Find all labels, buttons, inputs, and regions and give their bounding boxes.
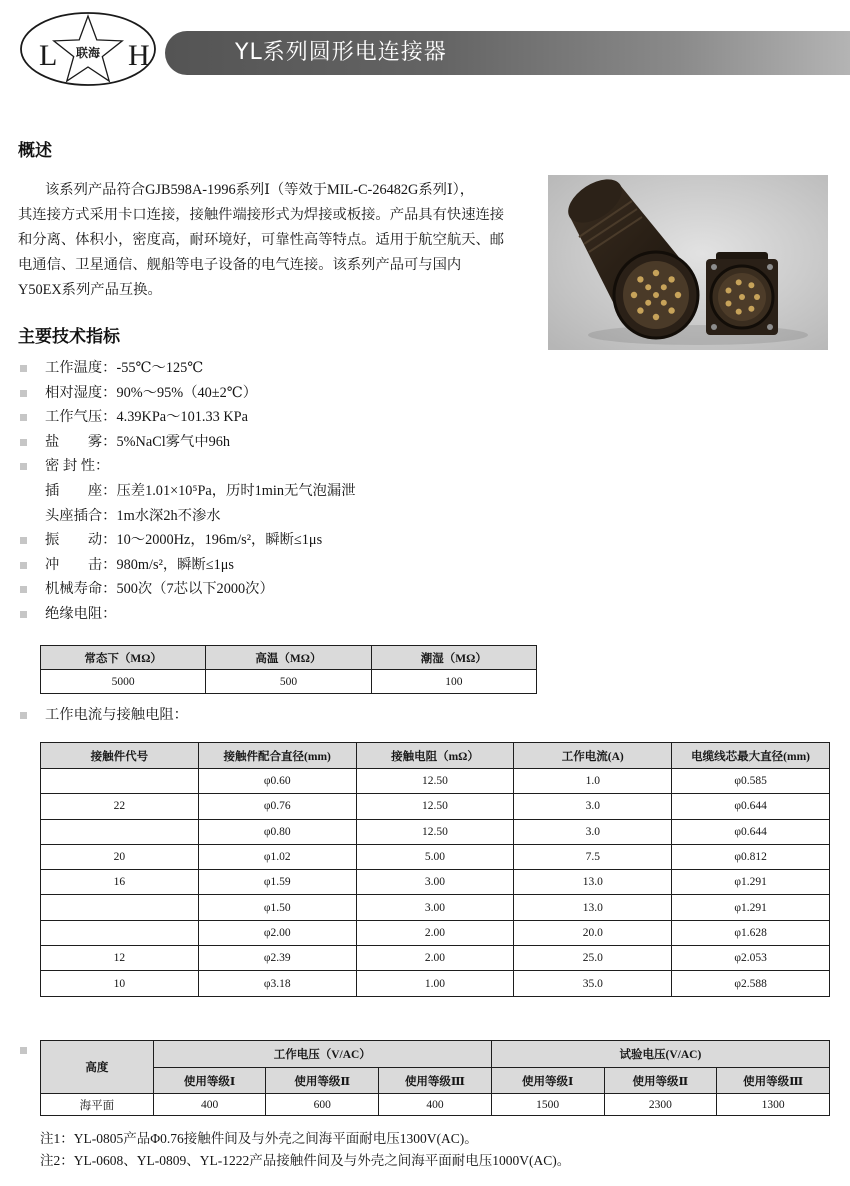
overview-heading: 概述 [18,141,52,161]
spec-item [0,528,545,553]
altitude-header: 高度 [41,1041,154,1094]
contact-diameter-header: 接触件配合直径(mm) [198,743,356,769]
contact-current-table [40,742,830,997]
receptacle-connector [706,252,778,335]
humidity-value: 100 [371,670,536,694]
working-grade-1-header: 使用等级Ⅰ [153,1068,266,1094]
spec-item [0,577,545,602]
working-current-cell: 35.0 [514,971,672,996]
spec-label: 头座插合： [45,507,117,524]
normal-condition-value: 5000 [41,670,206,694]
max-wire-diameter-cell: φ0.644 [672,794,830,819]
spec-item [0,504,545,529]
spec-item [0,430,545,455]
contact-diameter-cell: φ2.39 [198,946,356,971]
max-wire-diameter-cell: φ0.812 [672,844,830,869]
specs-heading: 主要技术指标 [18,327,120,347]
contact-code-cell: 10 [41,971,199,996]
working-voltage-header: 工作电压（V/AC） [153,1041,491,1068]
contact-diameter-cell: φ1.59 [198,870,356,895]
max-wire-diameter-cell: φ1.628 [672,920,830,945]
max-wire-diameter-cell: φ1.291 [672,870,830,895]
spec-item [0,405,545,430]
working-current-cell: 3.0 [514,819,672,844]
contact-resistance-cell: 5.00 [356,844,514,869]
contact-resistance-cell: 12.50 [356,794,514,819]
max-wire-diameter-cell: φ2.588 [672,971,830,996]
test-grade-3-header: 使用等级Ⅲ [717,1068,830,1094]
square-bullet-icon [20,439,27,446]
contact-diameter-cell: φ1.02 [198,844,356,869]
spec-item [0,454,545,479]
contact-code-header: 接触件代号 [41,743,199,769]
contact-code-cell: 12 [41,946,199,971]
spec-value: 4.39KPa～101.33 KPa [116,409,248,426]
high-temperature-header: 高温（MΩ） [206,646,371,670]
square-bullet-icon [20,537,27,544]
square-bullet-icon [20,611,27,618]
contact-diameter-cell: φ1.50 [198,895,356,920]
logo-letter-right: H [128,39,150,72]
working-grade-2-header: 使用等级Ⅱ [266,1068,379,1094]
spec-label: 工作温度： [45,360,117,376]
humidity-header: 潮湿（MΩ） [371,646,536,670]
table-header-row [41,646,537,670]
table-row [41,895,830,920]
contact-resistance-cell: 12.50 [356,769,514,794]
max-wire-diameter-cell: φ0.585 [672,769,830,794]
spec-value: 1m水深2h不渗水 [116,507,221,524]
working-grade-2-value: 600 [266,1094,379,1116]
spec-value: 90%～95%（40±2℃） [116,384,258,401]
working-current-cell: 1.0 [514,769,672,794]
test-grade-1-value: 1500 [491,1094,604,1116]
contact-code-cell [41,895,199,920]
working-current-cell: 20.0 [514,920,672,945]
test-grade-1-header: 使用等级Ⅰ [491,1068,604,1094]
overview-paragraph [18,178,543,303]
current-section-title: 工作电流与接触电阻： [45,707,188,723]
square-bullet-icon [20,365,27,372]
contact-diameter-cell: φ0.76 [198,794,356,819]
insulation-resistance-table [40,645,537,694]
contact-diameter-cell: φ3.18 [198,971,356,996]
spec-label: 冲 击： [45,556,117,573]
spec-item [0,381,545,406]
title-banner [165,31,850,75]
table-header-row [41,743,830,769]
contact-diameter-cell: φ0.80 [198,819,356,844]
logo-text: 联海 [75,46,101,60]
max-wire-diameter-cell: φ0.644 [672,819,830,844]
square-bullet-icon [20,712,27,719]
test-grade-2-value: 2300 [604,1094,717,1116]
contact-resistance-cell: 1.00 [356,971,514,996]
spec-value: 压差1.01×10⁵Pa，历时1min无气泡漏泄 [116,482,356,499]
contact-code-cell [41,769,199,794]
spec-label: 绝缘电阻： [45,605,117,622]
spec-item [0,602,545,627]
spec-label: 工作气压： [45,409,117,426]
contact-resistance-cell: 3.00 [356,870,514,895]
table-row [41,844,830,869]
voltage-table [40,1040,830,1116]
contact-current-table-body [41,769,830,997]
table-row [41,769,830,794]
table-row [41,794,830,819]
max-wire-diameter-header: 电缆线芯最大直径(mm) [672,743,830,769]
page-title: YL系列圆形电连接器 [235,40,447,65]
spec-item [0,356,545,381]
note-2: 注2：YL-0608、YL-0809、YL-1222产品接触件间及与外壳之间海平面耐电压1000V(AC)。 [40,1153,571,1168]
test-voltage-header: 试验电压(V/AC) [491,1041,829,1068]
contact-resistance-cell: 12.50 [356,819,514,844]
current-section-heading [0,703,590,728]
working-grade-3-header: 使用等级Ⅲ [379,1068,492,1094]
spec-value: 980m/s²，瞬断≤1μs [116,556,234,573]
spec-label: 插 座： [45,482,117,499]
max-wire-diameter-cell: φ2.053 [672,946,830,971]
contact-diameter-cell: φ2.00 [198,920,356,945]
table-row [41,920,830,945]
contact-resistance-cell: 3.00 [356,895,514,920]
contact-code-cell: 20 [41,844,199,869]
working-grade-1-value: 400 [153,1094,266,1116]
working-current-cell: 3.0 [514,794,672,819]
overview-line: 和分离、体积小，密度高，耐环境好，可靠性高等特点。适用于航空航天、邮 [18,232,505,248]
contact-resistance-cell: 2.00 [356,920,514,945]
spec-value: 10～2000Hz，196m/s²，瞬断≤1μs [116,532,323,549]
table-row [41,1094,830,1116]
contact-code-cell [41,920,199,945]
square-bullet-icon [20,414,27,421]
overview-line: 电通信、卫星通信、舰船等电子设备的电气连接。该系列产品可与国内 [18,257,462,273]
square-bullet-icon [20,562,27,569]
working-current-cell: 13.0 [514,895,672,920]
note-1: 注1：YL-0805产品Φ0.76接触件间及与外壳之间海平面耐电压1300V(AC)。 [40,1131,478,1146]
contact-code-cell: 16 [41,870,199,895]
working-current-cell: 7.5 [514,844,672,869]
company-logo [18,10,158,88]
table-header-row [41,1068,830,1094]
normal-condition-header: 常态下（MΩ） [41,646,206,670]
spec-label: 密 封 性： [45,458,110,475]
spec-label: 机械寿命： [45,581,117,598]
logo-letter-left: L [39,39,58,72]
working-current-header: 工作电流(A) [514,743,672,769]
max-wire-diameter-cell: φ1.291 [672,895,830,920]
test-grade-2-header: 使用等级Ⅱ [604,1068,717,1094]
table-row [41,870,830,895]
contact-resistance-header: 接触电阻（mΩ） [356,743,514,769]
spec-label: 盐 雾： [45,433,117,450]
spec-label: 相对湿度： [45,384,117,401]
working-current-cell: 25.0 [514,946,672,971]
spec-value: 500次（7芯以下2000次） [116,581,274,598]
test-grade-3-value: 1300 [717,1094,830,1116]
table-row [41,670,537,694]
table-row [41,946,830,971]
spec-list [0,356,545,627]
table-row [41,971,830,996]
product-photo [548,175,828,350]
spec-value: 5%NaCl雾气中96h [116,433,231,450]
table-header-row [41,1041,830,1068]
overview-line: 其连接方式采用卡口连接，接触件端接形式为焊接或板接。产品具有快速连接 [18,207,505,223]
contact-diameter-cell: φ0.60 [198,769,356,794]
altitude-cell: 海平面 [41,1094,154,1116]
square-bullet-icon [20,1047,27,1054]
contact-resistance-cell: 2.00 [356,946,514,971]
overview-line: 该系列产品符合GJB598A-1996系列Ⅰ（等效于MIL-C-26482G系列Ⅰ）， [45,182,475,198]
square-bullet-icon [20,463,27,470]
table-row [41,819,830,844]
spec-value: -55℃～125℃ [116,360,204,376]
square-bullet-icon [20,390,27,397]
notes [40,1128,830,1172]
square-bullet-icon [20,586,27,593]
high-temperature-value: 500 [206,670,371,694]
contact-code-cell [41,819,199,844]
spec-item [0,479,545,504]
spec-item [0,553,545,578]
overview-line: Y50EX系列产品互换。 [18,282,162,298]
working-current-cell: 13.0 [514,870,672,895]
working-grade-3-value: 400 [379,1094,492,1116]
spec-label: 振 动： [45,532,117,549]
contact-code-cell: 22 [41,794,199,819]
